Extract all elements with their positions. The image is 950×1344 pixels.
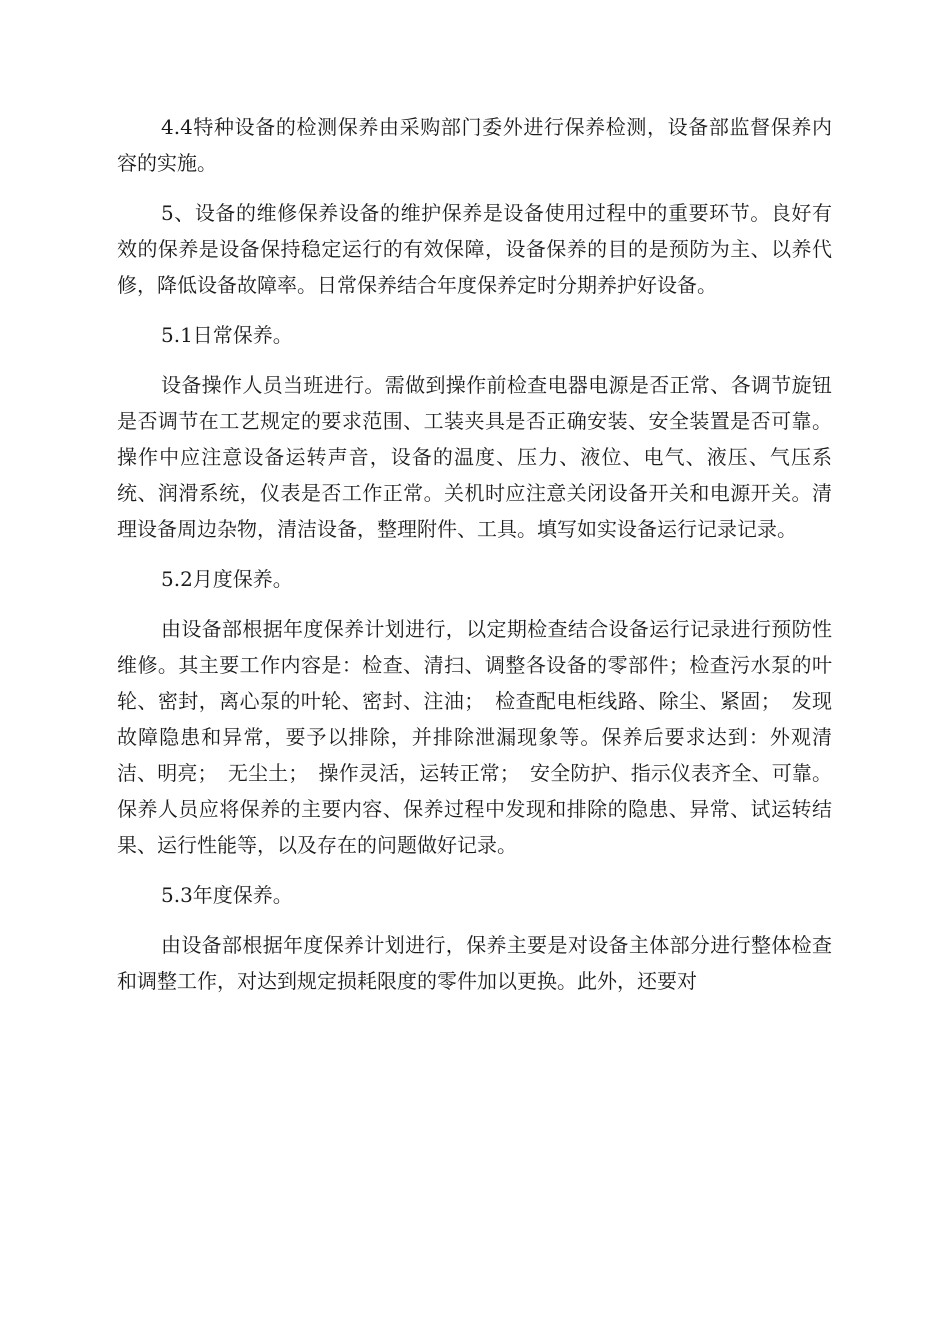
heading-5-1-daily: 5.1日常保养。 bbox=[161, 323, 293, 347]
paragraph-monthly-maintenance: 由设备部根据年度保养计划进行，以定期检查结合设备运行记录进行预防性维修。其主要工作内容是：检查、清扫、调整各设备的零部件；检查污水泵的叶轮、密封，离心泵的叶轮、密封、注油； 检查配电柜线路、除尘、紧固； 发现故障隐患和异常，要予以排除，并排除泄漏现象等。保养后要求达到：外观清洁、明亮； 无尘土； 操作灵活，运转正常； 安全防护、指示仪表齐全、可靠。保养人员应将保养的主要内容、保养过程中发现和排除的隐患、异常、试运转结果、运行性能等，以及存在的问题做好记录。 bbox=[117, 617, 832, 857]
heading-5-3-annual: 5.3年度保养。 bbox=[161, 883, 293, 907]
paragraph-5-maintenance: 5、设备的维修保养设备的维护保养是设备使用过程中的重要环节。良好有效的保养是设备保持稳定运行的有效保障，设备保养的目的是预防为主、以养代修，降低设备故障率。日常保养结合年度保养定时分期养护好设备。 bbox=[117, 201, 832, 297]
document-body bbox=[117, 109, 832, 1013]
paragraph-daily-maintenance: 设备操作人员当班进行。需做到操作前检查电器电源是否正常、各调节旋钮是否调节在工艺规定的要求范围、工装夹具是否正确安装、安全装置是否可靠。操作中应注意设备运转声音，设备的温度、压力、液位、电气、液压、气压系统、润滑系统，仪表是否工作正常。关机时应注意关闭设备开关和电源开关。清理设备周边杂物，清洁设备，整理附件、工具。填写如实设备运行记录记录。 bbox=[117, 373, 832, 541]
heading-5-2-monthly: 5.2月度保养。 bbox=[161, 567, 293, 591]
paragraph-4-4: 4.4特种设备的检测保养由采购部门委外进行保养检测，设备部监督保养内容的实施。 bbox=[117, 115, 832, 175]
paragraph-annual-maintenance: 由设备部根据年度保养计划进行，保养主要是对设备主体部分进行整体检查和调整工作，对达到规定损耗限度的零件加以更换。此外，还要对 bbox=[117, 933, 832, 993]
